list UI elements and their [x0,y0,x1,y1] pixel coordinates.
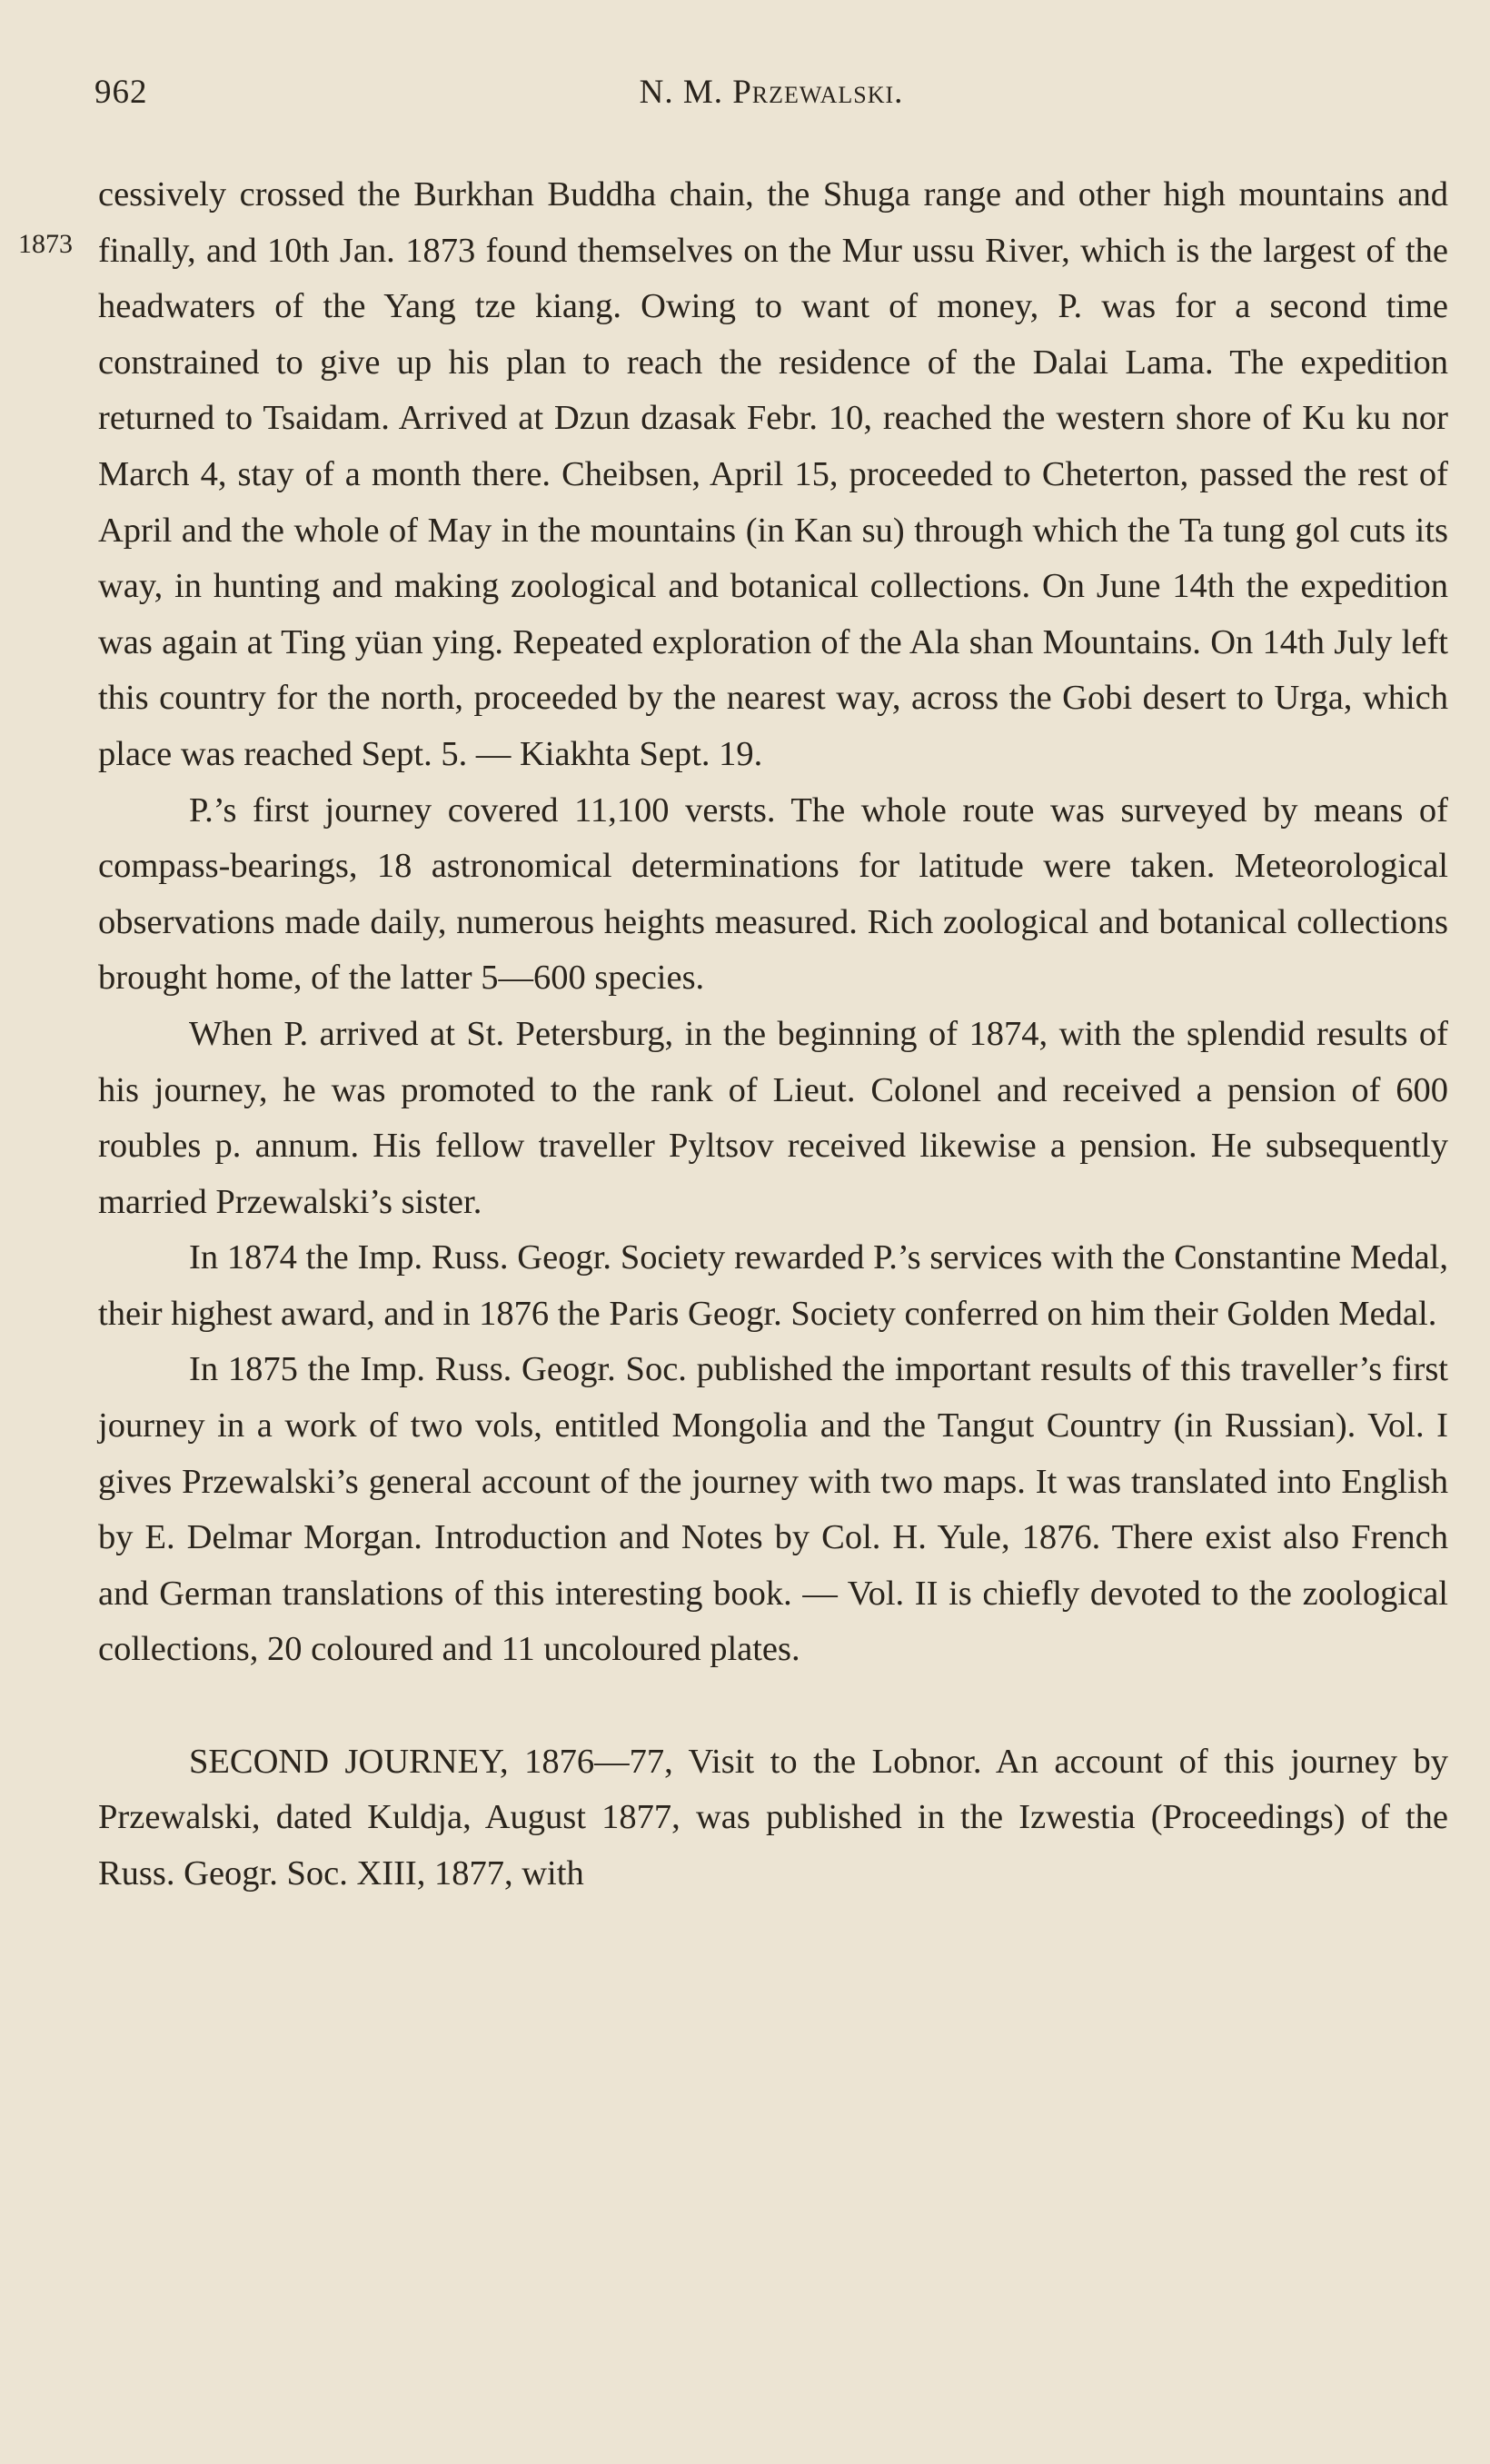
page-number: 962 [94,74,148,111]
paragraph-continuation: cessively crossed the Burkhan Buddha chain, the Shuga range and other high mountains and finally, and 10th Jan. 1873 found themselves on the Mur ussu River, which is the largest of the headwaters of the Yang tze kiang. Owing to want of money, P. was for a second time constrained to give up his plan to reach the residence of the Dalai Lama. The expedition returned to Tsaidam. Arrived at Dzun dzasak Febr. 10, reached the western shore of Ku ku nor March 4, stay of a month there. Cheibsen, April 15, proceeded to Cheterton, passed the rest of April and the whole of May in the mountains (in Kan su) through which the Ta tung gol cuts its way, in hunting and making zoological and botanical collections. On June 14th the expedition was again at Ting yüan ying. Repeated exploration of the Ala shan Mountains. On 14th July left this country for the north, proceeded by the nearest way, across the Gobi desert to Urga, which place was reached Sept. 5. — Kiakhta Sept. 19. [98,175,1448,773]
paragraph-publication: In 1875 the Imp. Russ. Geogr. Soc. published the important results of this traveller’s first journey in a work of two vols, entitled Mongolia and the Tangut Country (in Russian). Vol. I gives Przewalski’s general account of the journey with two maps. It was translated into English by E. Delmar Morgan. Introduction and Notes by Col. H. Yule, 1876. There exist also French and German translations of this interesting book. — Vol. II is chiefly devoted to the zoological collections, 20 coloured and 11 uncoloured plates. [98,1350,1448,1669]
paragraph-first-journey-summary: P.’s first journey covered 11,100 versts. The whole route was surveyed by means of compass-bearings, 18 astronomical determinations for latitude were taken. Meteorological observations made daily, numerous heights measured. Rich zoological and botanical collections brought home, of the latter 5—600 species. [98,790,1448,998]
paragraph-return-petersburg: When P. arrived at St. Petersburg, in the beginning of 1874, with the splendid results of his journey, he was promoted to the rank of Lieut. Colonel and received a pension of 600 roubles p. annum. His fellow traveller Pyltsov received likewise a pension. He subsequently married Przewalski’s sister. [98,1014,1448,1221]
running-head: N. M. Przewalski. [639,74,904,111]
body-text [98,167,1448,1902]
page-header [94,73,1448,127]
paragraph-awards: In 1874 the Imp. Russ. Geogr. Society rewarded P.’s services with the Constantine Medal, their highest award, and in 1876 the Paris Geogr. Society conferred on him their Golden Medal. [98,1238,1448,1333]
paragraph-second-journey: SECOND JOURNEY, 1876—77, Visit to the Lobnor. An account of this journey by Przewalski, dated Kuldja, August 1877, was published in the Izwestia (Proceedings) of the Russ. Geogr. Soc. XIII, 1877, with [98,1742,1448,1893]
margin-year-note: 1873 [18,229,73,259]
